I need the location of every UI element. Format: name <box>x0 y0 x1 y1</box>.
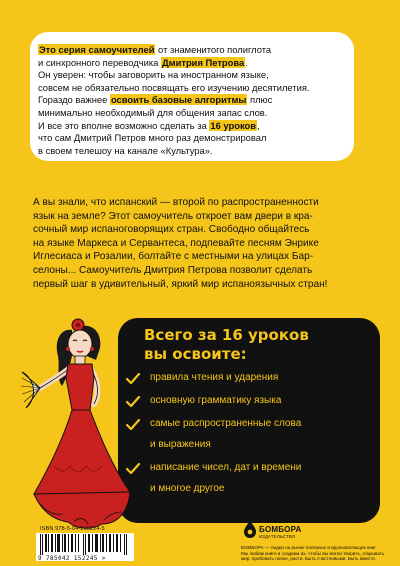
intro-line-5-post: плюс <box>247 94 273 106</box>
description-line: Иглесиаса и Розалии, болтайте с местными на улицах Бар- <box>33 251 314 263</box>
features-title-line-2: вы освоите: <box>144 345 247 363</box>
features-title-line-1: Всего за 16 уроков <box>144 326 309 344</box>
publisher-note <box>241 545 391 562</box>
description-line: на языке Маркеса и Сервантеса, подпевайте песням Энрике <box>33 237 319 249</box>
intro-highlight-author: Дмитрия Петрова <box>161 56 245 68</box>
publisher-name: БОМБОРА <box>259 525 302 534</box>
intro-line-7-post: , <box>257 119 260 131</box>
publisher-subtitle: ИЗДАТЕЛЬСТВО <box>259 534 296 539</box>
intro-line-3: Он уверен: чтобы заговорить на иностранном языке, <box>38 69 269 81</box>
intro-line-1 <box>38 44 346 57</box>
intro-line-6: минимально необходимый для общения запас слов. <box>38 106 268 118</box>
publisher-note-line: БОМБОРА — лидер на рынке полезных и вдохновляющих книг. <box>241 545 377 550</box>
features-list-item-text: и выражения <box>150 439 211 450</box>
intro-line-4: совсем не обязательно посвящать его изучению десятилетия. <box>38 81 310 93</box>
features-list-item <box>118 462 380 474</box>
description-line: язык на земле? Этот самоучитель откроет вам двери в кра- <box>33 210 313 222</box>
intro-line-8: что сам Дмитрий Петров много раз демонстрировал <box>38 132 267 144</box>
intro-line-7 <box>38 120 346 133</box>
publisher-note-line: Мы любим книги и создаем их, чтобы вы могли творить, открывать <box>241 550 385 556</box>
check-icon <box>126 419 140 431</box>
features-list <box>118 372 380 495</box>
features-list-item <box>118 418 380 430</box>
features-list-item-continuation <box>118 439 380 451</box>
description-line: А вы знали, что испанский — второй по распространенности <box>33 197 319 208</box>
intro-line-5-pre: Гораздо важнее <box>38 94 110 106</box>
barcode-bars <box>36 533 134 555</box>
features-list-item <box>118 395 380 407</box>
barcode-digits: 9 785042 152245 > <box>38 556 106 562</box>
features-list-item-text: самые распространенные слова <box>150 418 302 429</box>
intro-highlight-lessons: 16 уроков <box>210 119 257 131</box>
publisher-note-line: мир, пробовать новое, расти. Быть счастливыми. Быть вместе. <box>241 556 377 562</box>
intro-box <box>30 32 354 161</box>
intro-highlight-algorithms: освоить базовые алгоритмы <box>110 94 247 106</box>
intro-line-2 <box>38 57 346 70</box>
features-card-title <box>144 326 364 364</box>
intro-line-2-post: . <box>245 56 248 68</box>
features-list-item-text: правила чтения и ударения <box>150 372 279 383</box>
description-paragraph <box>33 196 371 291</box>
intro-line-9: в своем телешоу на канале «Культура». <box>38 144 213 156</box>
intro-line-1-rest: от знаменитого полиглота <box>155 44 272 55</box>
features-list-item-continuation <box>118 483 380 495</box>
features-list-item-text: основную грамматику языка <box>150 395 282 406</box>
features-list-item <box>118 372 380 384</box>
intro-line-5 <box>38 94 346 107</box>
features-list-item-text: и многое другое <box>150 483 225 494</box>
check-icon <box>126 373 140 385</box>
intro-highlight-series: Это серия самоучителей <box>39 44 155 55</box>
intro-line-7-pre: И все это вполне возможно сделать за <box>38 119 210 131</box>
description-line: селоны... Самоучитель Дмитрия Петрова позволит сделать <box>33 264 313 276</box>
isbn-label: ISBN 978-5-04-215224-5 <box>40 526 105 532</box>
check-icon <box>126 463 140 475</box>
publisher-logo-icon <box>243 521 257 539</box>
features-list-item-text: написание чисел, дат и времени <box>150 462 302 473</box>
description-line: первый шаг в удивительный, яркий мир испаноязычных стран! <box>33 278 328 290</box>
intro-line-2-pre: и синхронного переводчика <box>38 56 161 68</box>
description-line: сочный мир испаноговорящих стран. Свободно общайтесь <box>33 224 310 236</box>
check-icon <box>126 396 140 408</box>
